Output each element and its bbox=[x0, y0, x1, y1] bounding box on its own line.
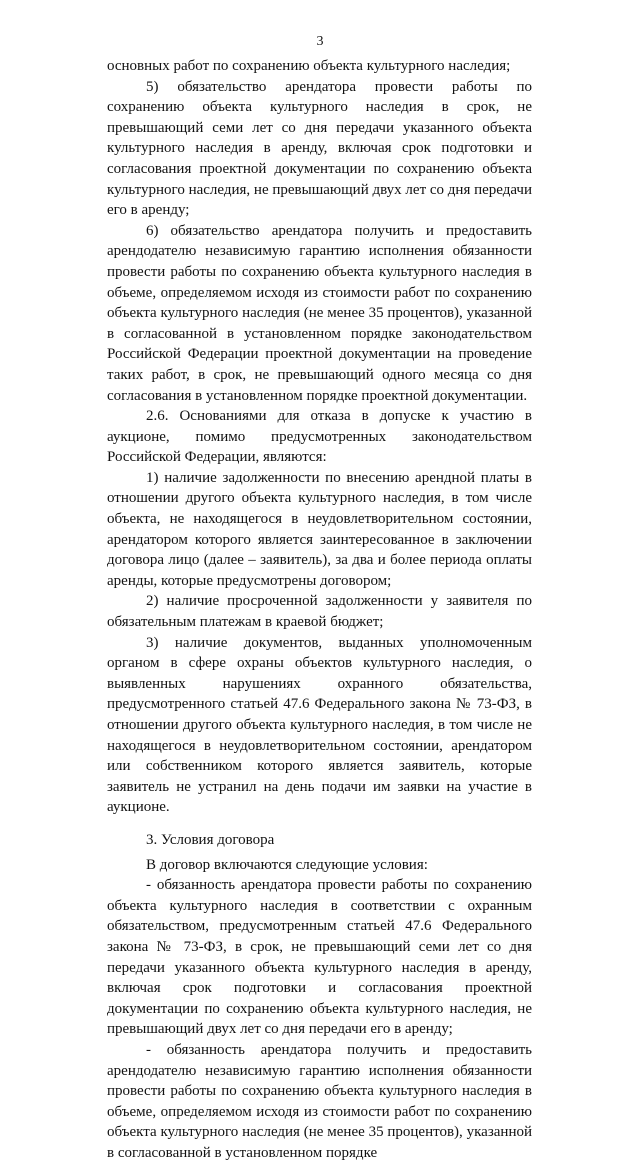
document-body bbox=[107, 56, 532, 1163]
paragraph-ground-1: 1) наличие задолженности по внесению арендной платы в отношении другого объекта культурного наследия, в том числе объекта, не находящегося в неудовлетворительном состоянии, арендатором которого является заинтересованное в заключении договора лицо (далее – заявитель), за два и более периода оплаты аренды, которые предусмотрены договором; bbox=[107, 469, 532, 589]
paragraph-item-5: 5) обязательство арендатора провести работы по сохранению объекта культурного наследия в срок, не превышающий семи лет со дня передачи указанного объекта культурного наследия в аренду, включая срок подготовки и согласования проектной документации по сохранению объекта культурного наследия, не превышающий двух лет со дня передачи его в аренду; bbox=[107, 78, 533, 219]
paragraph-conditions-intro: В договор включаются следующие условия: bbox=[146, 856, 428, 873]
paragraph-ground-3: 3) наличие документов, выданных уполномоченным органом в сфере охраны объектов культурного наследия, о выявленных нарушениях охранного обязательства, предусмотренного статьей 47.6 Федерального закона № 73-ФЗ, в отношении другого объекта культурного наследия, в том числе не находящегося в неудовлетворительном состоянии, арендатором или собственником которого является заявитель, которые заявитель не устранил на день подачи им заявки на участие в аукционе. bbox=[107, 634, 532, 816]
paragraph-condition-works: - обязанность арендатора провести работы по сохранению объекта культурного наследия в соответствии с охранным обязательством, предусмотренным статьей 47.6 Федерального закона № 73-ФЗ, в срок, не превышающий семи лет со дня передачи указанного объекта культурного наследия в аренду, включая срок подготовки и согласования проектной документации по сохранению объекта культурного наследия, не превышающий двух лет со дня передачи его в аренду; bbox=[107, 877, 532, 1038]
paragraph-clause-2-6: 2.6. Основаниями для отказа в допуске к участию в аукционе, помимо предусмотренных законодательством Российской Федерации, являются: bbox=[107, 408, 532, 466]
paragraph-condition-guarantee: - обязанность арендатора получить и предоставить арендодателю независимую гарантию исполнения обязанности провести работы по сохранению объекта культурного наследия в объеме, определяемом исходя из стоимости работ по сохранению объекта культурного наследия (не менее 35 процентов), указанной в согласованной в установленном порядке bbox=[107, 1041, 532, 1161]
paragraph-item-6: 6) обязательство арендатора получить и предоставить арендодателю независимую гарантию исполнения обязанности провести работы по сохранению объекта культурного наследия в объеме, определяемом исходя из стоимости работ по сохранению объекта культурного наследия (не менее 35 процентов), указанной в согласованной в установленном порядке законодательством Российской Федерации проектной документации на проведение таких работ, в срок, не превышающий одного месяца со дня согласования в установленном порядке проектной документации. bbox=[107, 222, 532, 404]
paragraph-ground-2: 2) наличие просроченной задолженности у заявителя по обязательным платежам в краевой бюджет; bbox=[107, 593, 532, 631]
section-heading: 3. Условия договора bbox=[146, 831, 275, 848]
paragraph-continuation: основных работ по сохранению объекта культурного наследия; bbox=[107, 58, 511, 74]
page-number: 3 bbox=[316, 34, 324, 49]
